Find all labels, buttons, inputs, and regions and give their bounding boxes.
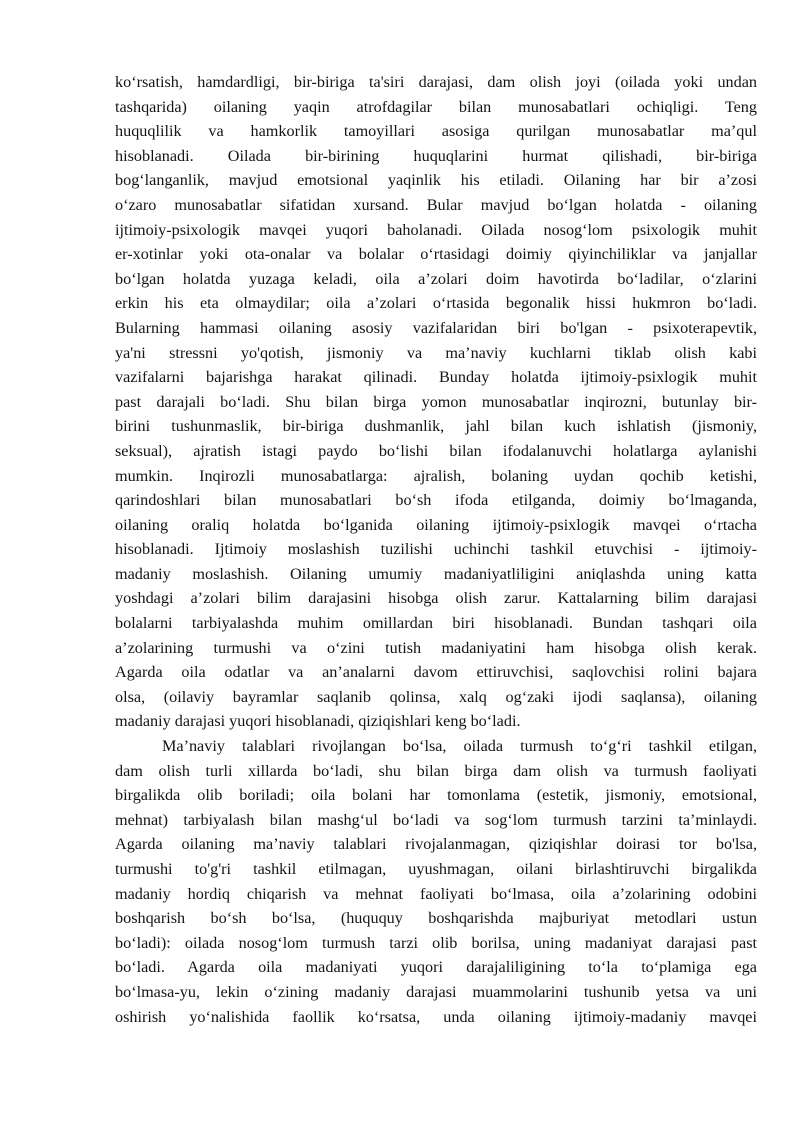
- text-line: huquqlilik va hamkorlik tamoyillari asosiga qurilgan munosabatlar ma’qul: [115, 122, 757, 141]
- text-line: madaniy moslashish. Oilaning umumiy madaniyatliligini aniqlashda uning katta: [115, 564, 757, 583]
- text-line: ko‘rsatish, hamdardligi, bir-biriga ta'siri darajasi, dam olish joyi (oilada yoki undan: [115, 73, 757, 91]
- text-line: bo‘lgan holatda yuzaga keladi, oila a’zolari doim havotirda bo‘ladilar, o‘zlarini: [115, 269, 757, 288]
- text-line: o‘zaro munosabatlar sifatidan xursand. Bular mavjud bo‘lgan holatda - oilaning: [115, 195, 757, 214]
- text-line: yoshdagi a’zolari bilim darajasini hisobga olish zarur. Kattalarning bilim darajasi: [115, 589, 757, 608]
- text-line: bo‘ladi): oilada nosog‘lom turmush tarzi olib borilsa, uning madaniyat darajasi past: [115, 933, 757, 952]
- text-line: olsa, (oilaviy bayramlar saqlanib qolinsa, xalq og‘zaki ijodi saqlansa), oilaning: [115, 687, 757, 706]
- text-line: birini tushunmaslik, bir-biriga dushmanlik, jahl bilan kuch ishlatish (jismoniy,: [115, 417, 757, 436]
- text-line: hisoblanadi. Oilada bir-birining huquqlarini hurmat qilishadi, bir-biriga: [115, 146, 757, 165]
- text-line: ijtimoiy-psixologik mavqei yuqori baholanadi. Oilada nosog‘lom psixologik muhit: [115, 220, 757, 239]
- text-line: mehnat) tarbiyalash bilan mashg‘ul bo‘ladi va sog‘lom turmush tarzini ta’minlaydi.: [115, 810, 757, 829]
- text-line: bo‘ladi. Agarda oila madaniyati yuqori darajaliligining to‘la to‘plamiga ega: [115, 958, 757, 977]
- text-line: bolalarni tarbiyalashda muhim omillardan biri hisoblanadi. Bundan tashqari oila: [115, 614, 757, 633]
- text-line: er-xotinlar yoki ota-onalar va bolalar o‘rtasidagi doimiy qiyinchiliklar va janjallar: [115, 245, 757, 264]
- paragraph-1: [115, 70, 757, 734]
- text-line: seksual), ajratish istagi paydo bo‘lishi bilan ifodalanuvchi holatlarga aylanishi: [115, 441, 757, 460]
- text-line: bog‘langanlik, mavjud emotsional yaqinlik his etiladi. Oilaning har bir a’zosi: [115, 171, 757, 190]
- text-line: hisoblanadi. Ijtimoiy moslashish tuzilishi uchinchi tashkil etuvchisi - ijtimoiy-: [115, 540, 757, 559]
- text-line: turmushi to'g'ri tashkil etilmagan, uyushmagan, oilani birlashtiruvchi birgalikda: [115, 860, 757, 878]
- text-line: oilaning oraliq holatda bo‘lganida oilaning ijtimoiy-psixlogik mavqei o‘rtacha: [115, 515, 757, 534]
- paragraph-2: [115, 734, 757, 1029]
- text-line: past darajali bo‘ladi. Shu bilan birga yomon munosabatlar inqirozni, butunlay bir-: [115, 392, 757, 411]
- text-line: ya'ni stressni yo'qotish, jismoniy va ma’naviy kuchlarni tiklab olish kabi: [115, 343, 757, 362]
- text-line: vazifalarni bajarishga harakat qilinadi. Bunday holatda ijtimoiy-psixlogik muhit: [115, 368, 757, 387]
- text-line: boshqarish bo‘sh bo‘lsa, (huququy boshqarishda majburiyat metodlari ustun: [115, 909, 757, 928]
- text-line: qarindoshlari bilan munosabatlari bo‘sh ifoda etilganda, doimiy bo‘lmaganda,: [115, 491, 757, 510]
- text-line: erkin his eta olmaydilar; oila a’zolari o‘rtasida begonalik hissi hukmron bo‘ladi.: [115, 294, 757, 313]
- text-line: oshirish yo‘nalishida faollik ko‘rsatsa, unda oilaning ijtimoiy-madaniy mavqei: [115, 1007, 757, 1026]
- document-page: [115, 70, 757, 1029]
- text-line: Agarda oilaning ma’naviy talablari rivojalanmagan, qiziqishlar doirasi tor bo'lsa,: [115, 835, 757, 854]
- text-line: tashqarida) oilaning yaqin atrofdagilar bilan munosabatlari ochiqligi. Teng: [115, 97, 757, 116]
- text-line: madaniy hordiq chiqarish va mehnat faoliyati bo‘lmasa, oila a’zolarining odobini: [115, 884, 757, 903]
- text-line: birgalikda olib boriladi; oila bolani har tomonlama (estetik, jismoniy, emotsional,: [115, 786, 757, 805]
- text-line: dam olish turli xillarda bo‘ladi, shu bilan birga dam olish va turmush faoliyati: [115, 761, 757, 780]
- text-line: Agarda oila odatlar va an’analarni davom ettiruvchisi, saqlovchisi rolini bajara: [115, 663, 757, 682]
- text-line: Bularning hammasi oilaning asosiy vazifalaridan biri bo'lgan - psixoterapevtik,: [115, 318, 757, 337]
- text-line: mumkin. Inqirozli munosabatlarga: ajralish, bolaning uydan qochib ketishi,: [115, 466, 757, 485]
- text-line: a’zolarining turmushi va o‘zini tutish madaniyatini ham hisobga olish kerak.: [115, 638, 757, 657]
- text-line: madaniy darajasi yuqori hisoblanadi, qiziqishlari keng bo‘ladi.: [115, 712, 521, 731]
- text-line: bo‘lmasa-yu, lekin o‘zining madaniy darajasi muammolarini tushunib yetsa va uni: [115, 982, 757, 1001]
- text-line: Ma’naviy talablari rivojlangan bo‘lsa, oilada turmush to‘g‘ri tashkil etilgan,: [162, 737, 757, 756]
